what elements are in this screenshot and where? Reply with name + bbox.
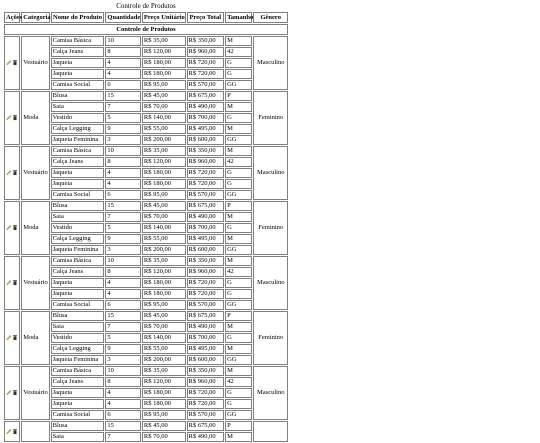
preco-unitario-cell: R$ 140,00 — [142, 333, 186, 343]
tamanho-cell: G — [225, 278, 252, 288]
categoria-cell: Vestuário — [21, 146, 49, 200]
nome-produto-cell: Blusa — [51, 421, 105, 431]
categoria-cell: Vestuário — [21, 366, 49, 420]
preco-total-cell: R$ 720,00 — [187, 179, 225, 189]
preco-total-cell: R$ 720,00 — [187, 58, 225, 68]
preco-total-cell: R$ 700,00 — [187, 113, 225, 123]
preco-unitario-cell: R$ 180,00 — [142, 179, 186, 189]
tamanho-cell: GG — [225, 135, 252, 145]
preco-total-cell: R$ 720,00 — [187, 399, 225, 409]
header-preco-total: Preço Total — [187, 12, 225, 23]
preco-unitario-cell: R$ 35,00 — [142, 146, 186, 156]
quantidade-cell: 15 — [105, 201, 141, 211]
preco-total-cell: R$ 490,00 — [187, 212, 225, 222]
preco-total-cell: R$ 490,00 — [187, 102, 225, 112]
tamanho-cell: P — [225, 421, 252, 431]
preco-unitario-cell: R$ 45,00 — [142, 201, 186, 211]
quantidade-cell: 10 — [105, 256, 141, 266]
table-row — [4, 36, 288, 46]
preco-total-cell: R$ 495,00 — [187, 124, 225, 134]
nome-produto-cell: Camisa Básica — [51, 36, 105, 46]
nome-produto-cell: Calça Jeans — [51, 267, 105, 277]
nome-produto-cell: Blusa — [51, 91, 105, 101]
quantidade-cell: 9 — [105, 344, 141, 354]
preco-total-cell: R$ 350,00 — [187, 36, 225, 46]
actions-cell — [4, 311, 20, 365]
nome-produto-cell: Jaqueta — [51, 388, 105, 398]
categoria-cell: Vestuário — [21, 36, 49, 90]
quantidade-cell: 9 — [105, 124, 141, 134]
tamanho-cell: GG — [225, 80, 252, 90]
preco-unitario-cell: R$ 95,00 — [142, 190, 186, 200]
table-row — [4, 201, 288, 211]
preco-total-cell: R$ 960,00 — [187, 267, 225, 277]
quantidade-cell: 5 — [105, 223, 141, 233]
genero-cell: Masculino — [253, 366, 288, 420]
quantidade-cell: 3 — [105, 245, 141, 255]
nome-produto-cell: Calça Jeans — [51, 377, 105, 387]
quantidade-cell: 4 — [105, 399, 141, 409]
nome-produto-cell: Jaqueta — [51, 179, 105, 189]
products-table — [3, 11, 289, 443]
preco-total-cell: R$ 490,00 — [187, 322, 225, 332]
preco-total-cell: R$ 700,00 — [187, 333, 225, 343]
tamanho-cell: G — [225, 399, 252, 409]
quantidade-cell: 15 — [105, 91, 141, 101]
preco-total-cell: R$ 960,00 — [187, 47, 225, 57]
preco-total-cell: R$ 720,00 — [187, 168, 225, 178]
tamanho-cell: P — [225, 201, 252, 211]
preco-unitario-cell: R$ 120,00 — [142, 157, 186, 167]
preco-total-cell: R$ 720,00 — [187, 69, 225, 79]
quantidade-cell: 15 — [105, 311, 141, 321]
preco-total-cell: R$ 675,00 — [187, 201, 225, 211]
nome-produto-cell: Jaqueta — [51, 289, 105, 299]
quantidade-cell: 6 — [105, 80, 141, 90]
nome-produto-cell: Calça Jeans — [51, 47, 105, 57]
trash-icon[interactable] — [12, 224, 18, 231]
table-row — [4, 256, 288, 266]
tamanho-cell: G — [225, 333, 252, 343]
tamanho-cell: G — [225, 289, 252, 299]
tamanho-cell: 42 — [225, 47, 252, 57]
quantidade-cell: 7 — [105, 322, 141, 332]
quantidade-cell: 7 — [105, 432, 141, 442]
nome-produto-cell: Jaqueta Feminina — [51, 355, 105, 365]
preco-total-cell: R$ 720,00 — [187, 278, 225, 288]
preco-unitario-cell: R$ 95,00 — [142, 410, 186, 420]
quantidade-cell: 8 — [105, 47, 141, 57]
preco-unitario-cell: R$ 180,00 — [142, 168, 186, 178]
preco-unitario-cell: R$ 180,00 — [142, 289, 186, 299]
table-body — [4, 36, 288, 442]
section-title: Controle de Produtos — [4, 24, 288, 35]
tamanho-cell: M — [225, 322, 252, 332]
preco-unitario-cell: R$ 180,00 — [142, 278, 186, 288]
actions-cell — [4, 146, 20, 200]
preco-total-cell: R$ 960,00 — [187, 157, 225, 167]
quantidade-cell: 4 — [105, 179, 141, 189]
header-row — [4, 12, 288, 23]
tamanho-cell: G — [225, 168, 252, 178]
quantidade-cell: 5 — [105, 113, 141, 123]
tamanho-cell: M — [225, 212, 252, 222]
nome-produto-cell: Jaqueta Feminina — [51, 245, 105, 255]
header-tamanho: Tamanho — [225, 12, 252, 23]
tamanho-cell: 42 — [225, 267, 252, 277]
table-row — [4, 366, 288, 376]
header-genero: Gênero — [253, 12, 288, 23]
nome-produto-cell: Camisa Social — [51, 300, 105, 310]
genero-cell: Masculino — [253, 146, 288, 200]
tamanho-cell: M — [225, 256, 252, 266]
preco-unitario-cell: R$ 180,00 — [142, 388, 186, 398]
quantidade-cell: 6 — [105, 410, 141, 420]
trash-icon[interactable] — [12, 169, 18, 176]
preco-total-cell: R$ 570,00 — [187, 80, 225, 90]
tamanho-cell: M — [225, 124, 252, 134]
preco-unitario-cell: R$ 70,00 — [142, 212, 186, 222]
preco-unitario-cell: R$ 70,00 — [142, 102, 186, 112]
table-row — [4, 421, 288, 431]
header-acoes: Ações — [4, 12, 20, 23]
nome-produto-cell: Saia — [51, 102, 105, 112]
actions-cell — [4, 201, 20, 255]
quantidade-cell: 4 — [105, 69, 141, 79]
trash-icon[interactable] — [12, 59, 18, 66]
table-row — [4, 311, 288, 321]
preco-total-cell: R$ 490,00 — [187, 432, 225, 442]
nome-produto-cell: Saia — [51, 212, 105, 222]
preco-unitario-cell: R$ 45,00 — [142, 311, 186, 321]
nome-produto-cell: Camisa Social — [51, 80, 105, 90]
header-categoria: Categoria — [21, 12, 49, 23]
nome-produto-cell: Calça Legging — [51, 234, 105, 244]
quantidade-cell: 3 — [105, 135, 141, 145]
categoria-cell: Moda — [21, 311, 49, 365]
actions-cell — [4, 421, 20, 442]
nome-produto-cell: Calça Legging — [51, 344, 105, 354]
nome-produto-cell: Camisa Básica — [51, 256, 105, 266]
table-caption: Controle de Produtos — [116, 2, 176, 10]
preco-total-cell: R$ 675,00 — [187, 91, 225, 101]
genero-cell: Feminino — [253, 91, 288, 145]
preco-total-cell: R$ 960,00 — [187, 377, 225, 387]
preco-unitario-cell: R$ 140,00 — [142, 113, 186, 123]
nome-produto-cell: Vestido — [51, 223, 105, 233]
header-preco-unitario: Preço Unitário — [142, 12, 186, 23]
quantidade-cell: 5 — [105, 333, 141, 343]
preco-total-cell: R$ 495,00 — [187, 344, 225, 354]
actions-cell — [4, 366, 20, 420]
preco-total-cell: R$ 600,00 — [187, 135, 225, 145]
nome-produto-cell: Jaqueta — [51, 69, 105, 79]
preco-unitario-cell: R$ 200,00 — [142, 135, 186, 145]
actions-cell — [4, 36, 20, 90]
quantidade-cell: 4 — [105, 58, 141, 68]
nome-produto-cell: Vestido — [51, 113, 105, 123]
tamanho-cell: 42 — [225, 377, 252, 387]
preco-unitario-cell: R$ 180,00 — [142, 58, 186, 68]
nome-produto-cell: Camisa Básica — [51, 146, 105, 156]
preco-unitario-cell: R$ 45,00 — [142, 91, 186, 101]
preco-total-cell: R$ 570,00 — [187, 410, 225, 420]
preco-unitario-cell: R$ 95,00 — [142, 80, 186, 90]
table-row — [4, 146, 288, 156]
quantidade-cell: 8 — [105, 157, 141, 167]
trash-icon[interactable] — [12, 389, 18, 396]
tamanho-cell: M — [225, 146, 252, 156]
trash-icon[interactable] — [12, 114, 18, 121]
nome-produto-cell: Jaqueta Feminina — [51, 135, 105, 145]
nome-produto-cell: Saia — [51, 432, 105, 442]
tamanho-cell: G — [225, 179, 252, 189]
header-quantidade: Quantidade — [105, 12, 141, 23]
preco-total-cell: R$ 700,00 — [187, 223, 225, 233]
preco-total-cell: R$ 600,00 — [187, 245, 225, 255]
actions-cell — [4, 256, 20, 310]
quantidade-cell: 15 — [105, 421, 141, 431]
preco-unitario-cell: R$ 35,00 — [142, 366, 186, 376]
quantidade-cell: 9 — [105, 234, 141, 244]
nome-produto-cell: Blusa — [51, 311, 105, 321]
preco-unitario-cell: R$ 45,00 — [142, 421, 186, 431]
preco-unitario-cell: R$ 70,00 — [142, 432, 186, 442]
tamanho-cell: G — [225, 58, 252, 68]
preco-total-cell: R$ 675,00 — [187, 311, 225, 321]
trash-icon[interactable] — [12, 428, 18, 435]
trash-icon[interactable] — [12, 279, 18, 286]
quantidade-cell: 6 — [105, 190, 141, 200]
nome-produto-cell: Vestido — [51, 333, 105, 343]
quantidade-cell: 8 — [105, 377, 141, 387]
categoria-cell: Moda — [21, 201, 49, 255]
genero-cell: Masculino — [253, 256, 288, 310]
preco-unitario-cell: R$ 120,00 — [142, 377, 186, 387]
preco-total-cell: R$ 570,00 — [187, 300, 225, 310]
nome-produto-cell: Jaqueta — [51, 399, 105, 409]
genero-cell: Feminino — [253, 311, 288, 365]
quantidade-cell: 7 — [105, 102, 141, 112]
tamanho-cell: GG — [225, 300, 252, 310]
quantidade-cell: 8 — [105, 267, 141, 277]
tamanho-cell: M — [225, 344, 252, 354]
preco-unitario-cell: R$ 55,00 — [142, 124, 186, 134]
tamanho-cell: M — [225, 432, 252, 442]
nome-produto-cell: Saia — [51, 322, 105, 332]
preco-unitario-cell: R$ 55,00 — [142, 234, 186, 244]
tamanho-cell: G — [225, 113, 252, 123]
preco-unitario-cell: R$ 55,00 — [142, 344, 186, 354]
quantidade-cell: 6 — [105, 300, 141, 310]
quantidade-cell: 7 — [105, 212, 141, 222]
preco-unitario-cell: R$ 70,00 — [142, 322, 186, 332]
trash-icon[interactable] — [12, 334, 18, 341]
tamanho-cell: GG — [225, 355, 252, 365]
nome-produto-cell: Calça Legging — [51, 124, 105, 134]
preco-total-cell: R$ 495,00 — [187, 234, 225, 244]
header-nome-produto: Nome do Produto — [51, 12, 105, 23]
preco-total-cell: R$ 720,00 — [187, 289, 225, 299]
nome-produto-cell: Camisa Social — [51, 410, 105, 420]
tamanho-cell: GG — [225, 190, 252, 200]
categoria-cell — [21, 421, 49, 442]
nome-produto-cell: Jaqueta — [51, 278, 105, 288]
nome-produto-cell: Camisa Social — [51, 190, 105, 200]
tamanho-cell: M — [225, 366, 252, 376]
preco-unitario-cell: R$ 35,00 — [142, 36, 186, 46]
tamanho-cell: G — [225, 69, 252, 79]
preco-total-cell: R$ 720,00 — [187, 388, 225, 398]
preco-total-cell: R$ 600,00 — [187, 355, 225, 365]
quantidade-cell: 3 — [105, 355, 141, 365]
tamanho-cell: M — [225, 102, 252, 112]
tamanho-cell: G — [225, 388, 252, 398]
preco-unitario-cell: R$ 35,00 — [142, 256, 186, 266]
quantidade-cell: 4 — [105, 168, 141, 178]
nome-produto-cell: Calça Jeans — [51, 157, 105, 167]
nome-produto-cell: Camisa Básica — [51, 366, 105, 376]
preco-unitario-cell: R$ 120,00 — [142, 47, 186, 57]
preco-unitario-cell: R$ 180,00 — [142, 69, 186, 79]
tamanho-cell: GG — [225, 245, 252, 255]
tamanho-cell: GG — [225, 410, 252, 420]
actions-cell — [4, 91, 20, 145]
preco-total-cell: R$ 350,00 — [187, 146, 225, 156]
quantidade-cell: 4 — [105, 289, 141, 299]
preco-unitario-cell: R$ 95,00 — [142, 300, 186, 310]
nome-produto-cell: Jaqueta — [51, 58, 105, 68]
preco-total-cell: R$ 570,00 — [187, 190, 225, 200]
table-row — [4, 91, 288, 101]
genero-cell: Masculino — [253, 36, 288, 90]
quantidade-cell: 4 — [105, 278, 141, 288]
preco-total-cell: R$ 350,00 — [187, 256, 225, 266]
preco-unitario-cell: R$ 200,00 — [142, 245, 186, 255]
categoria-cell: Moda — [21, 91, 49, 145]
preco-total-cell: R$ 675,00 — [187, 421, 225, 431]
tamanho-cell: M — [225, 234, 252, 244]
preco-unitario-cell: R$ 180,00 — [142, 399, 186, 409]
tamanho-cell: P — [225, 91, 252, 101]
categoria-cell: Vestuário — [21, 256, 49, 310]
tamanho-cell: 42 — [225, 157, 252, 167]
genero-cell — [253, 421, 288, 442]
genero-cell: Feminino — [253, 201, 288, 255]
preco-unitario-cell: R$ 120,00 — [142, 267, 186, 277]
preco-unitario-cell: R$ 140,00 — [142, 223, 186, 233]
tamanho-cell: P — [225, 311, 252, 321]
preco-total-cell: R$ 350,00 — [187, 366, 225, 376]
tamanho-cell: M — [225, 36, 252, 46]
quantidade-cell: 10 — [105, 146, 141, 156]
section-row — [4, 24, 288, 35]
quantidade-cell: 10 — [105, 36, 141, 46]
quantidade-cell: 10 — [105, 366, 141, 376]
nome-produto-cell: Blusa — [51, 201, 105, 211]
preco-unitario-cell: R$ 200,00 — [142, 355, 186, 365]
nome-produto-cell: Jaqueta — [51, 168, 105, 178]
quantidade-cell: 4 — [105, 388, 141, 398]
tamanho-cell: G — [225, 223, 252, 233]
